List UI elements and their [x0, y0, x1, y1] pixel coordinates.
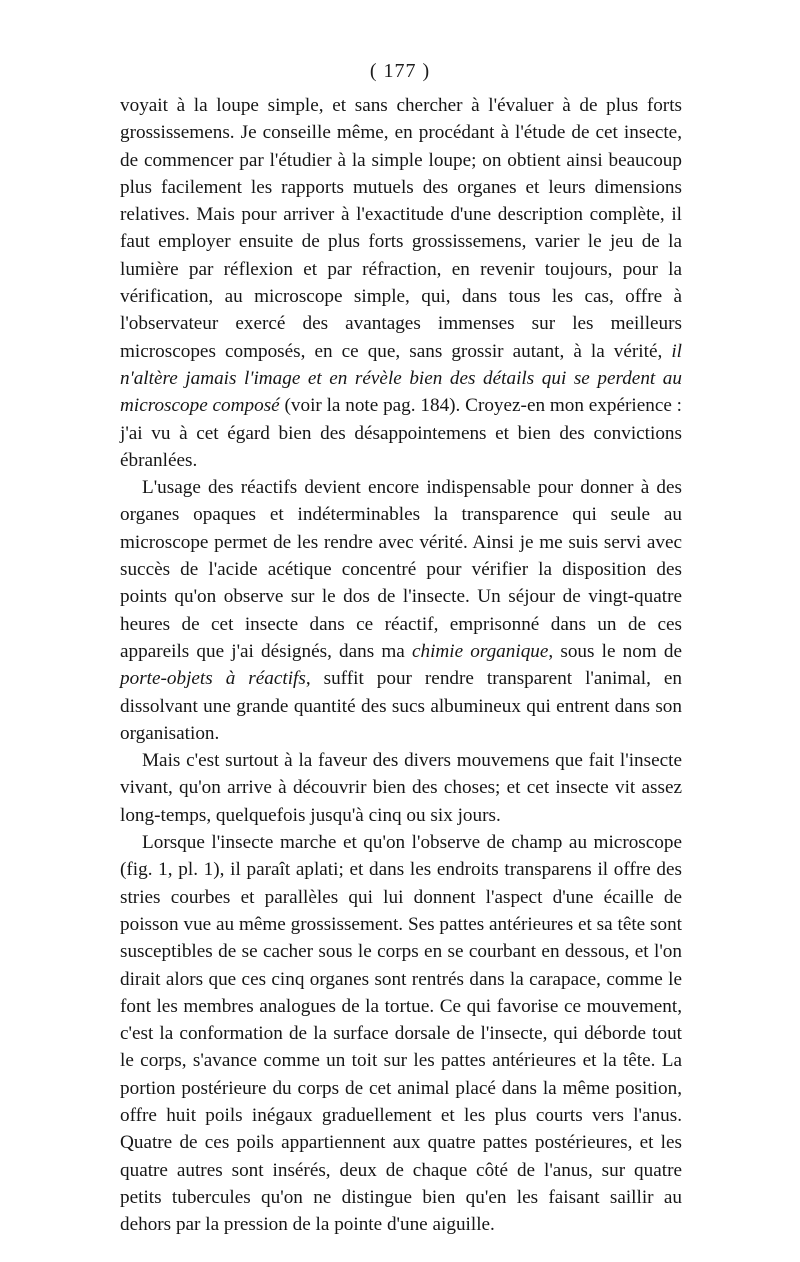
paragraph-3	[120, 747, 682, 829]
text-segment: L'usage des réactifs devient encore indispensable pour donner à des organes opaques et indéterminables la transparence qui seule au microscope permet de les rendre avec vérité. Ainsi je me suis servi avec succès de l'acide acétique concentré pour vérifier la disposition des points qu'on observe sur le dos de l'insecte. Un séjour de vingt-quatre heures de cet insecte dans ce réactif, emprisonné dans un de ces appareils que j'ai désignés, dans ma	[120, 477, 682, 662]
paragraph-1	[120, 92, 682, 474]
text-segment: voyait à la loupe simple, et sans chercher à l'évaluer à de plus forts grossissemens. Je conseille même, en procédant à l'étude de cet insecte, de commencer par l'étudier à la simple loupe; on obtient ainsi beaucoup plus facilement les rapports mutuels des organes et leurs dimensions relatives. Mais pour arriver à l'exactitude d'une description complète, il faut employer ensuite de plus forts grossissemens, varier le jeu de la lumière par réflexion et par réfraction, en revenir toujours, pour la vérification, au microscope simple, qui, dans tous les cas, offre à l'observateur exercé des avantages immenses sur les meilleurs microscopes composés, en ce que, sans grossir autant, à la vérité,	[120, 95, 682, 362]
paragraph-2	[120, 474, 682, 747]
italic-segment: porte-objets à réactifs	[120, 668, 306, 690]
italic-segment: il n'altère jamais l'image et en révèle bien des détails qui se perdent au microscope composé	[120, 340, 682, 417]
italic-segment: chimie organique	[411, 640, 549, 662]
body-text	[120, 92, 682, 1238]
text-segment: (voir la note pag. 184). Croyez-en mon expérience : j'ai vu à cet égard bien des désappointemens et bien des convictions ébranlées.	[120, 395, 682, 471]
paragraph-4	[120, 829, 682, 1238]
text-segment: , sous le nom de	[548, 640, 682, 662]
text-segment: Lorsque l'insecte marche et qu'on l'observe de champ au microscope (fig. 1, pl. 1), il paraît aplati; et dans les endroits transparens il offre des stries courbes et parallèles qui lui donnent l'aspect d'une écaille de poisson vue au même grossissement. Ses pattes antérieures et sa tête sont susceptibles de se cacher sous le corps en se courbant en dessous, et l'on dirait alors que ces cinq organes sont rentrés dans la carapace, comme le font les membres analogues de la tortue. Ce qui favorise ce mouvement, c'est la conformation de la surface dorsale de l'insecte, qui déborde tout le corps, s'avance comme un toit sur les pattes antérieures et la tête. La portion postérieure du corps de cet animal placé dans la même position, offre huit poils inégaux graduellement et les plus courts vers l'anus. Quatre de ces poils appartiennent aux quatre pattes postérieures, et les quatre autres sont insérés, deux de chaque côté de l'anus, sur quatre petits tubercules qu'on ne distingue bien qu'en les faisant saillir au dehors par la pression de la pointe d'une aiguille.	[120, 832, 682, 1236]
text-segment: , suffit pour rendre transparent l'animal, en dissolvant une grande quantité des sucs albumineux qui entrent dans son organisation.	[120, 668, 682, 744]
page-number: ( 177 )	[369, 60, 431, 82]
text-segment: Mais c'est surtout à la faveur des divers mouvemens que fait l'insecte vivant, qu'on arrive à découvrir bien des choses; et cet insecte vit assez long-temps, quelquefois jusqu'à cinq ou six jours.	[120, 750, 682, 826]
